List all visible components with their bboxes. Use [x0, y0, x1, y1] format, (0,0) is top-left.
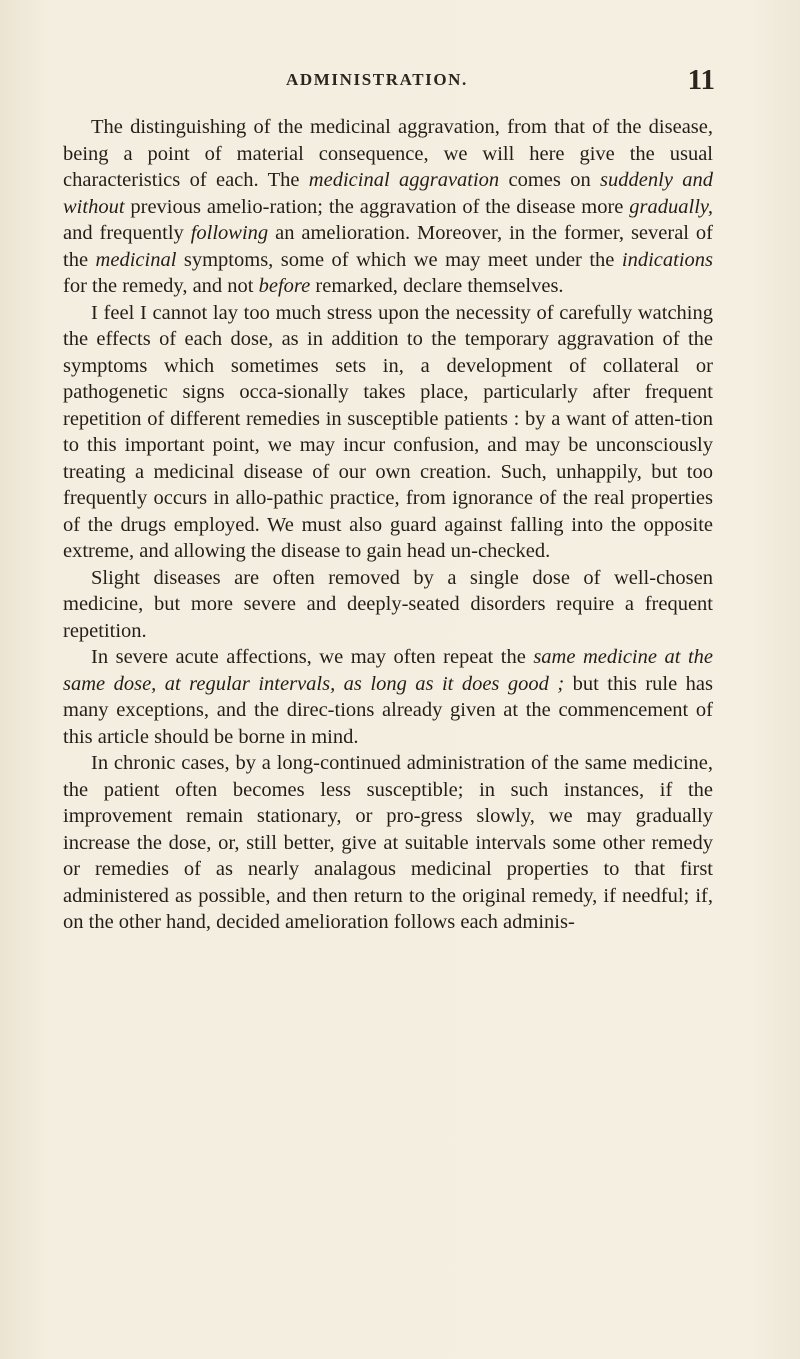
text-run: but this rule has many exceptions, and the direc-tions already given at the commencement of this article should be borne in mind. [63, 672, 714, 748]
text-run: In chronic cases, by a long-continued administration of the same medicine, the patient often becomes less susceptible; in such instances, if the improvement remain stationary, or pro-gress slowly, we may gradually increase the dose, or, still better, give at suitable intervals some other remedy or remedies of as nearly analagous medicinal properties to that first administered as possible, and then return to the original remedy, if needful; if, on the other hand, decided amelioration follows each adminis- [63, 752, 713, 933]
italic-run: before [258, 275, 311, 297]
italic-run: following [190, 222, 269, 244]
paragraph-4 [63, 644, 713, 750]
paragraph-1 [63, 114, 713, 300]
text-run: remarked, declare themselves. [310, 275, 564, 297]
page-header [255, 64, 715, 102]
italic-run: same medicine at the same dose, at regular intervals, as long as it does good ; [63, 646, 713, 695]
body-text [63, 114, 713, 936]
text-run: symptoms, some of which we may meet under the [176, 248, 622, 271]
text-run: and frequently [63, 222, 191, 244]
text-run: Slight diseases are often removed by a single dose of well-chosen medicine, but more severe and deeply-seated disorders require a frequent repetition. [63, 566, 713, 642]
italic-run: suddenly and without [63, 169, 713, 218]
italic-run: medicinal [95, 248, 177, 271]
text-run: an amelioration. Moreover, in the former, several of the [63, 222, 713, 271]
paragraph-3 [63, 565, 713, 645]
page-number: 11 [687, 64, 715, 96]
text-run: The distinguishing of the medicinal aggravation, from that of the disease, being a point of material consequence, we will here give the usual characteristics of each. The [63, 116, 713, 191]
paragraph-5 [63, 750, 713, 936]
italic-run: medicinal aggravation [308, 169, 500, 191]
italic-run: gradually, [629, 195, 713, 218]
text-run: In severe acute affections, we may often repeat the [91, 646, 534, 668]
paragraph-2 [63, 300, 713, 565]
text-run: comes on [499, 169, 601, 191]
running-head: ADMINISTRATION. [286, 70, 468, 89]
italic-run: indications [621, 248, 714, 271]
text-run: for the remedy, and not [63, 275, 259, 297]
text-run: I feel I cannot lay too much stress upon the necessity of carefully watching the effects of each dose, as in addition to the temporary aggravation of the symptoms which sometimes sets in, a development of collateral or pathogenetic signs occa-sionally takes place, particularly after frequent repetition of different remedies in susceptible patients : by a want of atten-tion to this important point, we may incur confusion, and may be unconsciously treating a medicinal disease of our own creation. Such, unhappily, but too frequently occurs in allo-pathic practice, from ignorance of the real properties of the drugs employed. We must also guard against falling into the opposite extreme, and allowing the disease to gain head un-checked. [63, 301, 713, 562]
text-run: previous amelio-ration; the aggravation of the disease more [124, 195, 630, 218]
